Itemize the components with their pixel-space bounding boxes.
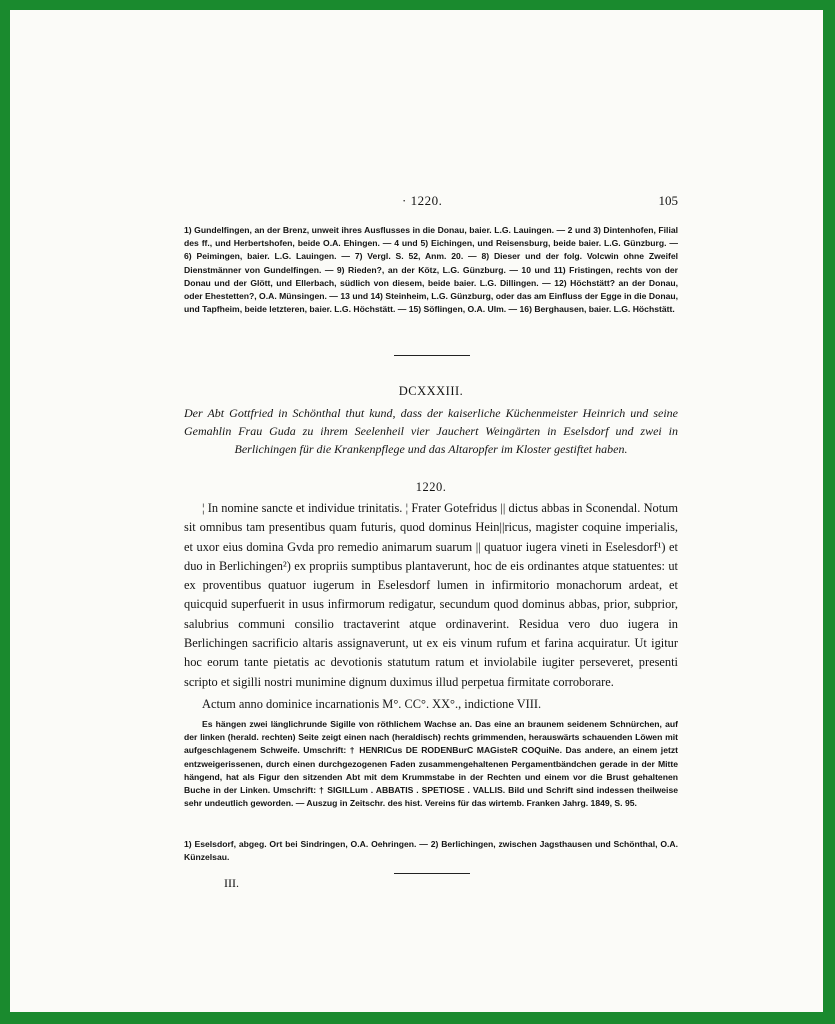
page xyxy=(10,10,823,1012)
header-year: · 1220. xyxy=(402,193,443,208)
divider-top xyxy=(394,355,470,356)
divider-bottom xyxy=(394,873,470,874)
page-number: 105 xyxy=(658,193,678,208)
running-header xyxy=(184,193,678,213)
body-paragraph: ¦ In nomine sancte et individue trinitatis. ¦ Frater Gotefridus || dictus abbas in Sconendal. Notum sit omnibus tam presentibus quam futuris, quod dominus Hein||ricus, magister coquine imperialis, et uxor eius domina Gvda pro remedio animarum suarum || quatuor iugera vineti in Eselesdorf¹) et duo in Berlichingen²) ex propriis sumptibus plantaverunt, hoc de eis ordinantes atque statuentes: ut ex proventibus quatuor iugerum in Eselesdorf lumen in infirmitorio monachorum ardeat, et quicquid superfuerit in usus infirmorum redigatur, secundum quod dominus abbas, prior, subprior, salubrius communi consilio tractaverint atque ordinaverint. Residua vero duo iugera in Berlichingen sacrificio altaris assignaverunt, ut ex eis vinum rufum et farina acquiratur. Ut igitur hoc eorum tante pietatis ac devotionis statutum ratum et inviolabile iugiter perseveret, presenti scripto et sigilli nostri munimine dignum duximus illud perpetua firmitate corroborare. xyxy=(184,501,678,689)
next-document-marker: III. xyxy=(224,876,239,890)
actum-line: Actum anno dominice incarnationis M°. CC°. XX°., indictione VIII. xyxy=(202,697,542,711)
document-body xyxy=(184,499,678,692)
document-summary: Der Abt Gottfried in Schönthal thut kund, dass der kaiserliche Küchenmeister Heinrich und seine Gemahlin Frau Guda zu ihrem Seelenheil vier Jauchert Weingärten in Eselsdorf und zwei in Berlichingen für die Krankenpflege und das Altaropfer im Kloster gestiftet haben. xyxy=(184,406,678,456)
footnotes-bottom: 1) Eselsdorf, abgeg. Ort bei Sindringen, O.A. Oehringen. — 2) Berlichingen, zwischen Jagsthausen und Schönthal, O.A. Künzelsau. xyxy=(184,839,678,863)
footnotes-top: 1) Gundelfingen, an der Brenz, unweit ihres Ausflusses in die Donau, baier. L.G. Lauingen. — 2 und 3) Dintenhofen, Filial des ff., und Herbertshofen, beide O.A. Ehingen. — 4 und 5) Eichingen, und Reisensburg, beide baier. L.G. Günzburg. — 6) Peimingen, baier. L.G. Lauingen. — 7) Vergl. S. 52, Anm. 20. — 8) Dieser und der folg. Volcwin ohne Zweifel Dienstmänner von Gundelfingen. — 9) Rieden?, an der Kötz, L.G. Günzburg. — 10 und 11) Fristingen, rechts von der Donau und der Glött, und Ellerbach, südlich von diesem, beide baier. L.G. Dillingen. — 12) Höchstätt? an der Donau, oder Ehestetten?, O.A. Münsingen. — 13 und 14) Steinheim, L.G. Günzburg, oder das am Einfluss der Egge in die Donau, und Tapfheim, beide letzteren, baier. L.G. Höchstätt. — 15) Söflingen, O.A. Ulm. — 16) Berghausen, baier. L.G. Höchstätt. xyxy=(184,225,678,315)
seal-description: Es hängen zwei länglichrunde Sigille von röthlichem Wachse an. Das eine an braunem seidenem Schnürchen, auf der linken (herald. rechten) Seite zeigt einen nach (heraldisch) rechts grimmenden, herauswärts schauenden Löwen mit aufgeschlagenem Schweife. Umschrift: † HENRICus DE RODENBurC MAGisteR COQuiNe. Das andere, an einem jetzt entzweigerissenen, durch einen durchgezogenen Faden zusammengehaltenen Pergamentbändchen gerade in der Mitte hängend, hat als Figur den sitzenden Abt mit dem Krummstabe in der Rechten und einem vor die Brust gehaltenen Buche in der Linken. Umschrift: † SIGILLum . ABBATIS . SPETIOSE . VALLIS. Bild und Schrift sind indessen theilweise sehr undeutlich geworden. — Auszug in Zeitschr. des hist. Vereins für das wirtemb. Franken Jahrg. 1849, S. 95. xyxy=(184,719,678,809)
document-number: DCXXXIII. xyxy=(398,384,464,398)
document-year: 1220. xyxy=(415,480,447,494)
